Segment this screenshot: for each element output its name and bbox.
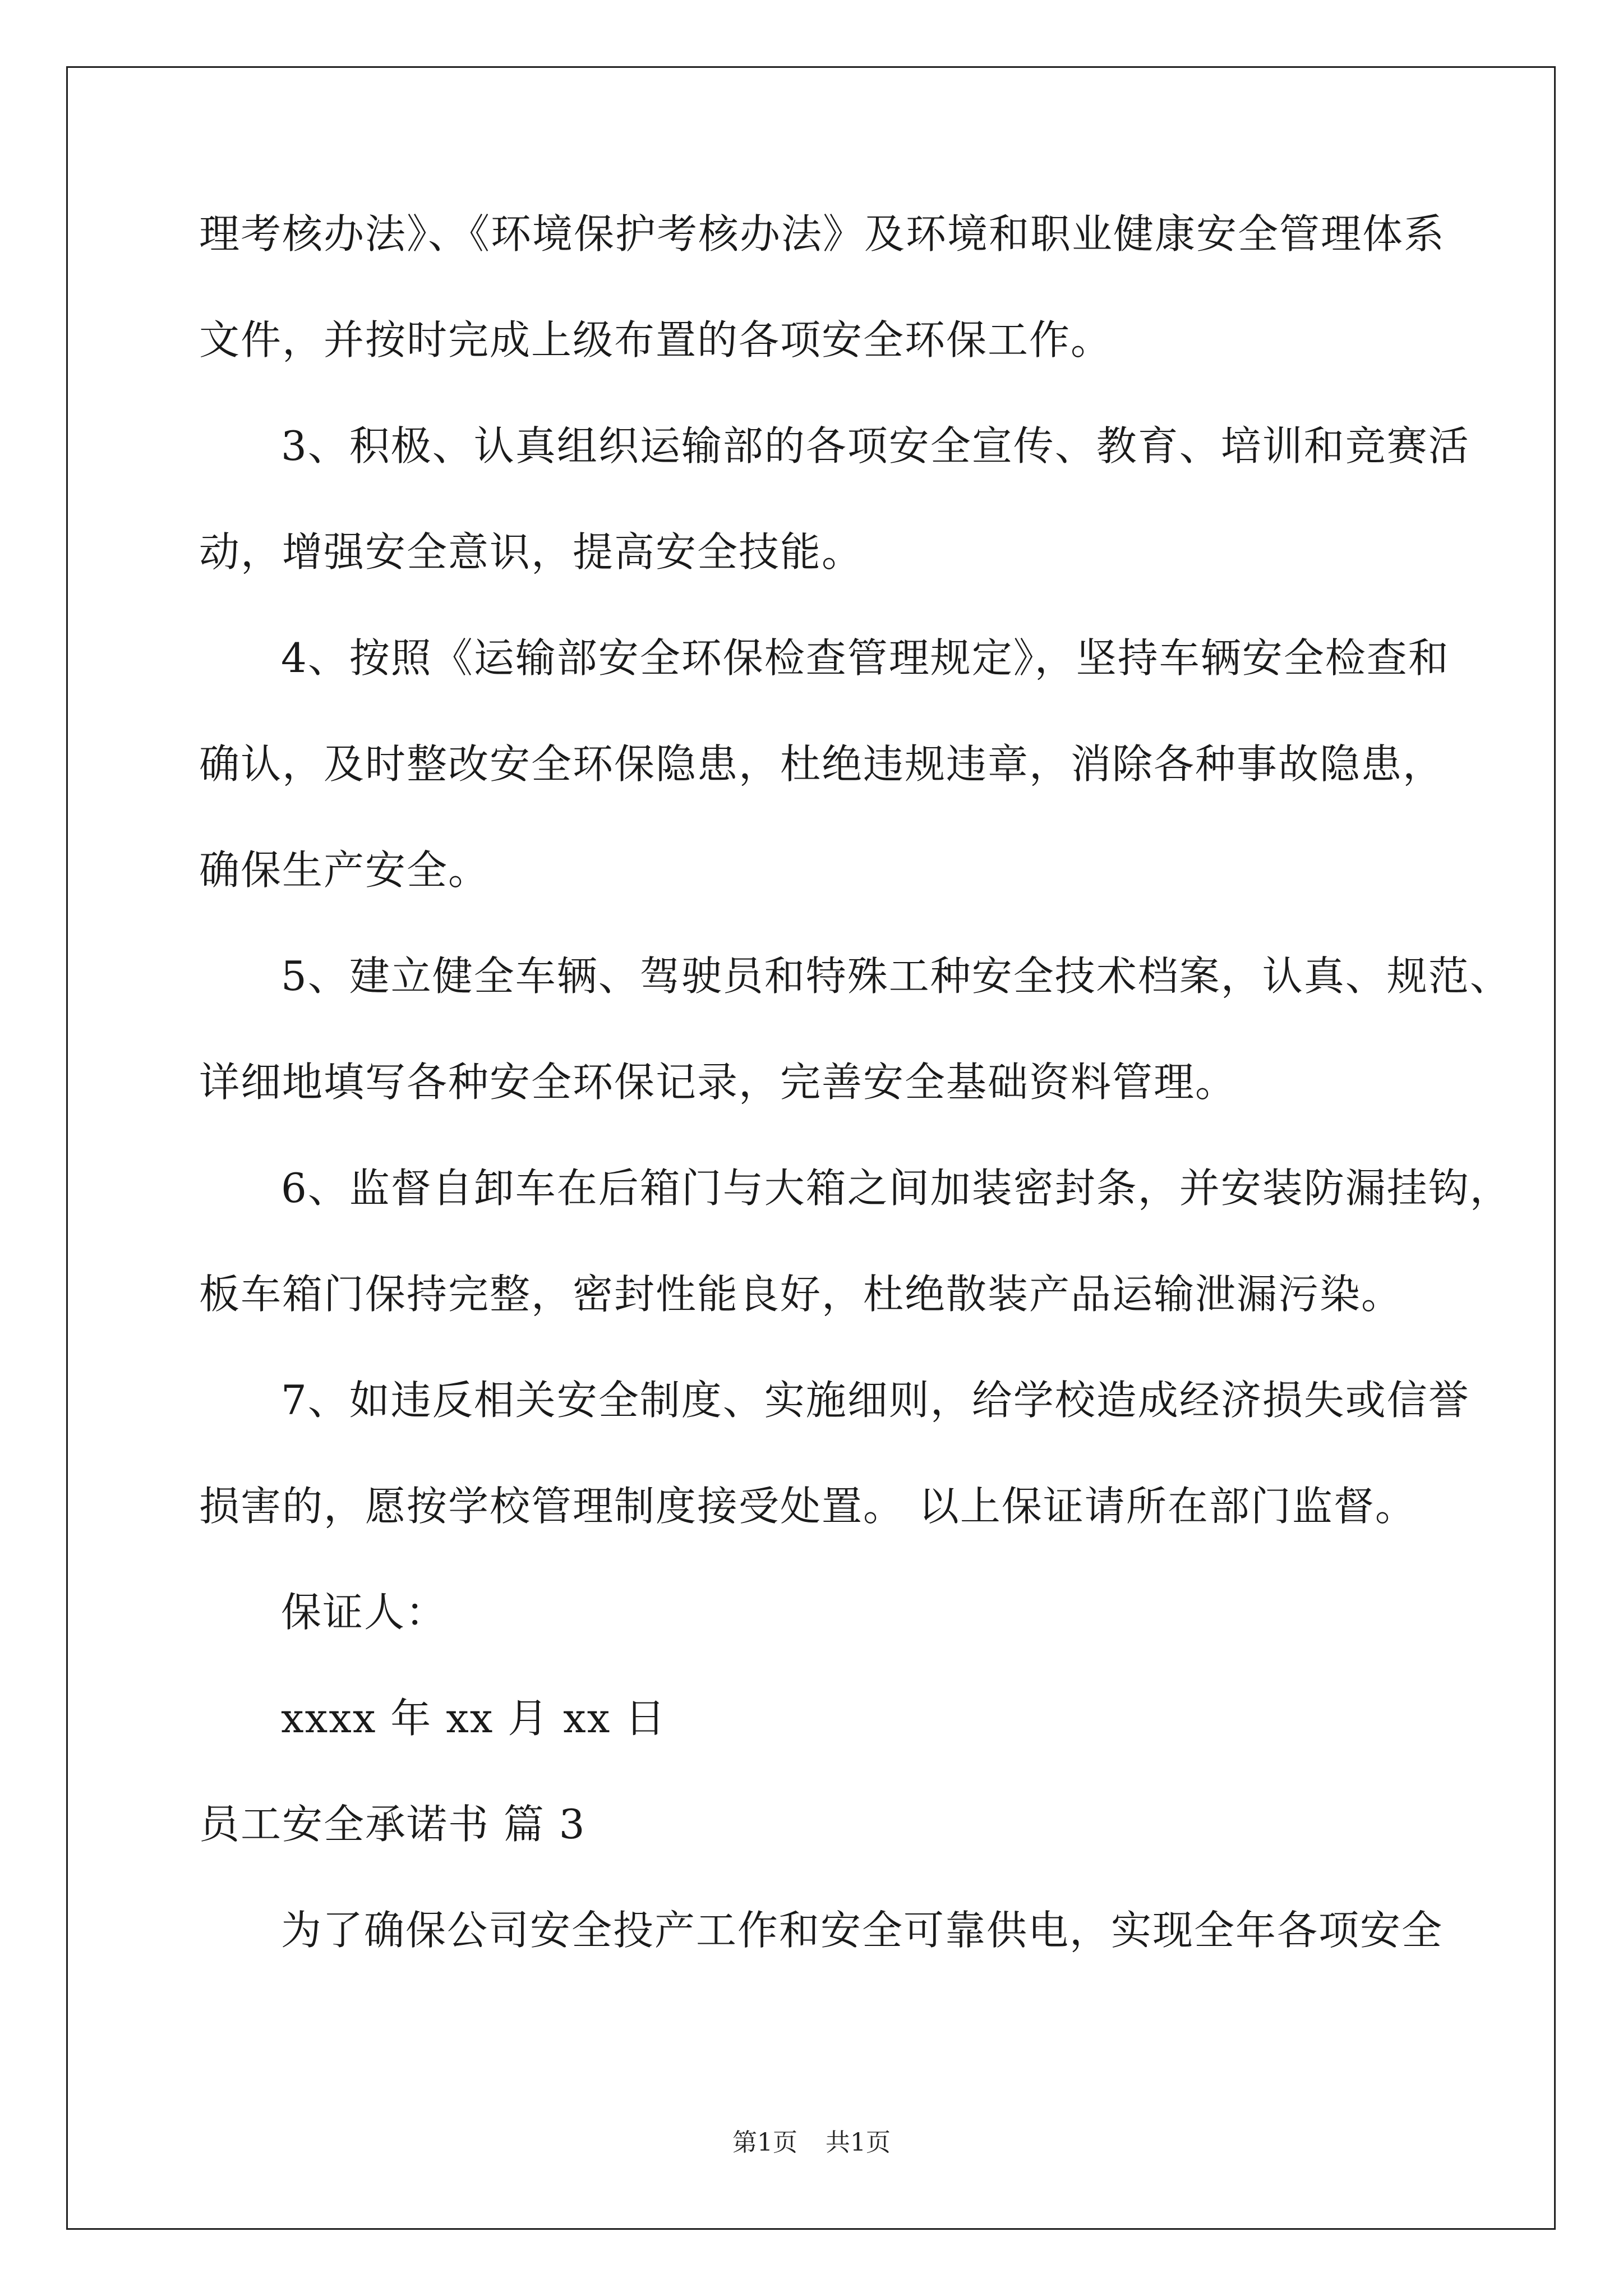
paragraph-start: 为了确保公司安全投产工作和安全可靠供电，实现全年各项安全	[281, 1907, 1444, 1954]
text-line: 确保生产安全。	[199, 846, 490, 894]
text-line: 动，增强安全意识，提高安全技能。	[199, 528, 864, 576]
paragraph-start: 6、监督自卸车在后箱门与大箱之间加装密封条，并安装防漏挂钩，	[281, 1165, 1511, 1212]
document-body	[199, 208, 1511, 2010]
guarantor-label: 保证人：	[281, 1589, 448, 1636]
text-line: 损害的，愿按学校管理制度接受处置。 以上保证请所在部门监督。	[199, 1483, 1417, 1530]
text-line: 详细地填写各种安全环保记录，完善安全基础资料管理。	[199, 1059, 1237, 1106]
section-heading: 员工安全承诺书 篇 3	[199, 1801, 586, 1848]
text-line: 确认，及时整改安全环保隐患，杜绝违规违章，消除各种事故隐患，	[199, 740, 1445, 788]
text-line: 板车箱门保持完整，密封性能良好，杜绝散装产品运输泄漏污染。	[199, 1271, 1403, 1318]
page-footer	[0, 2126, 1623, 2160]
text-line: 理考核办法》、《环境保护考核办法》及环境和职业健康安全管理体系	[199, 210, 1446, 257]
page-total: 共1页	[826, 2128, 891, 2157]
page-number: 第1页	[732, 2128, 797, 2157]
text-line: 文件，并按时完成上级布置的各项安全环保工作。	[199, 316, 1113, 364]
paragraph-start: 7、如违反相关安全制度、实施细则，给学校造成经济损失或信誉	[281, 1377, 1470, 1424]
paragraph-start: 4、按照《运输部安全环保检查管理规定》，坚持车辆安全检查和	[281, 634, 1450, 682]
date-line: xxxx 年 xx 月 xx 日	[281, 1695, 667, 1742]
paragraph-start: 3、积极、认真组织运输部的各项安全宣传、教育、培训和竞赛活	[281, 422, 1470, 470]
paragraph-start: 5、建立健全车辆、驾驶员和特殊工种安全技术档案，认真、规范、	[281, 953, 1511, 1000]
